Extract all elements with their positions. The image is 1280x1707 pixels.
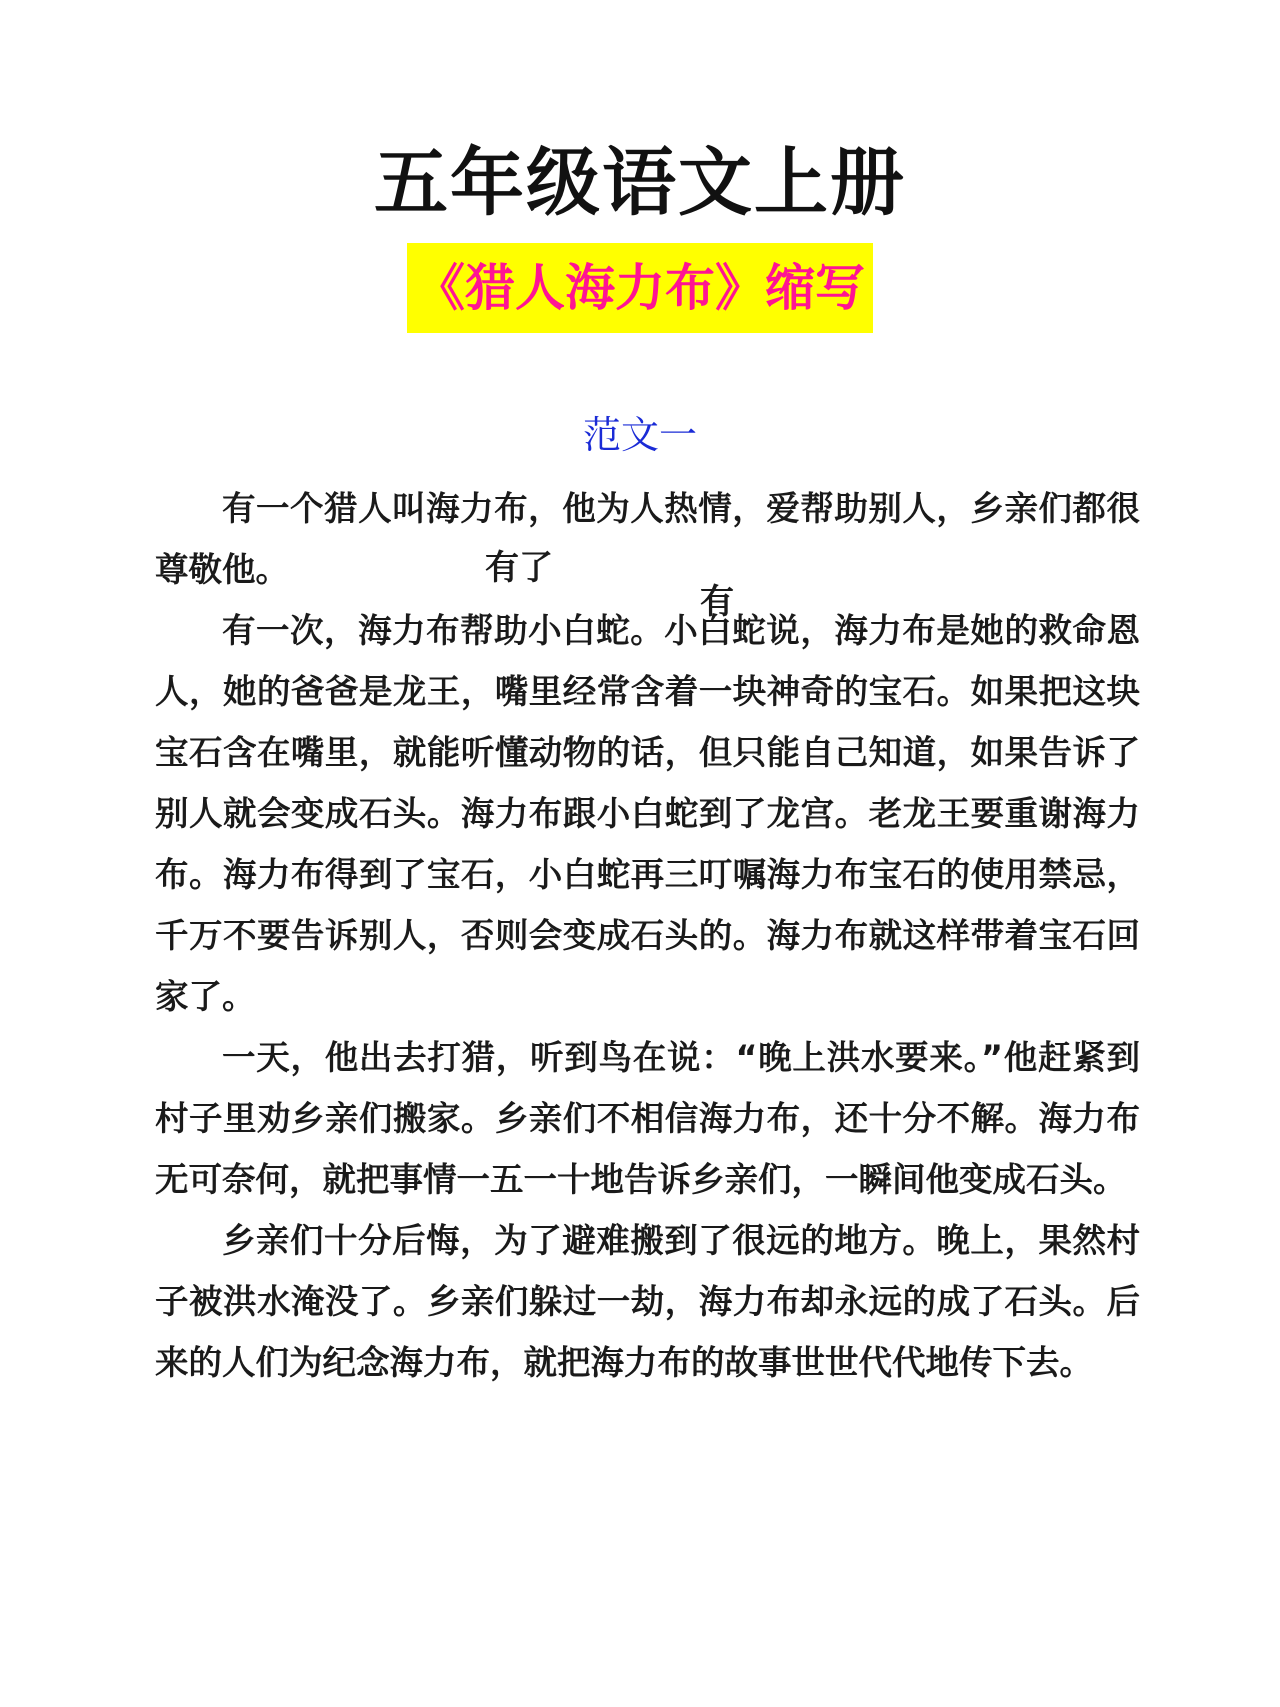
paragraph-2: 有一次，海力布帮助小白蛇。小白蛇说，海力布是她的救命恩人，她的爸爸是龙王，嘴里经常含着一块神奇的宝石。如果把这块宝石含在嘴里，就能听懂动物的话，但只能自己知道，如果告诉了别人就会变成石头。海力布跟小白蛇到了龙宫。老龙王要重谢海力布。海力布得到了宝石，小白蛇再三叮嘱海力布宝石的使用禁忌，千万不要告诉别人，否则会变成石头的。海力布就这样带着宝石回家了。 bbox=[155, 611, 1140, 1016]
paragraph-1: 有一个猎人叫海力布，他为人热情，爱帮助别人，乡亲们都很尊敬他。 bbox=[155, 489, 1140, 589]
section-title: 范文一 bbox=[582, 413, 697, 457]
handwritten-annotation: 有 bbox=[700, 582, 734, 622]
essay-body bbox=[155, 478, 1140, 1393]
paragraph-4: 乡亲们十分后悔，为了避难搬到了很远的地方。晚上，果然村子被洪水淹没了。乡亲们躲过一劫，海力布却永远的成了石头。后来的人们为纪念海力布，就把海力布的故事世世代代地传下去。 bbox=[155, 1221, 1140, 1382]
paragraph-3: 一天，他出去打猎，听到鸟在说：“晚上洪水要来。”他赶紧到村子里劝乡亲们搬家。乡亲们不相信海力布，还十分不解。海力布无可奈何，就把事情一五一十地告诉乡亲们，一瞬间他变成石头。 bbox=[155, 1038, 1140, 1199]
subtitle-container bbox=[0, 243, 1280, 333]
highlighted-subtitle: 《猎人海力布》缩写 bbox=[407, 243, 873, 333]
page-title: 五年级语文上册 bbox=[374, 140, 906, 226]
handwritten-annotation: 有了 bbox=[485, 548, 553, 588]
